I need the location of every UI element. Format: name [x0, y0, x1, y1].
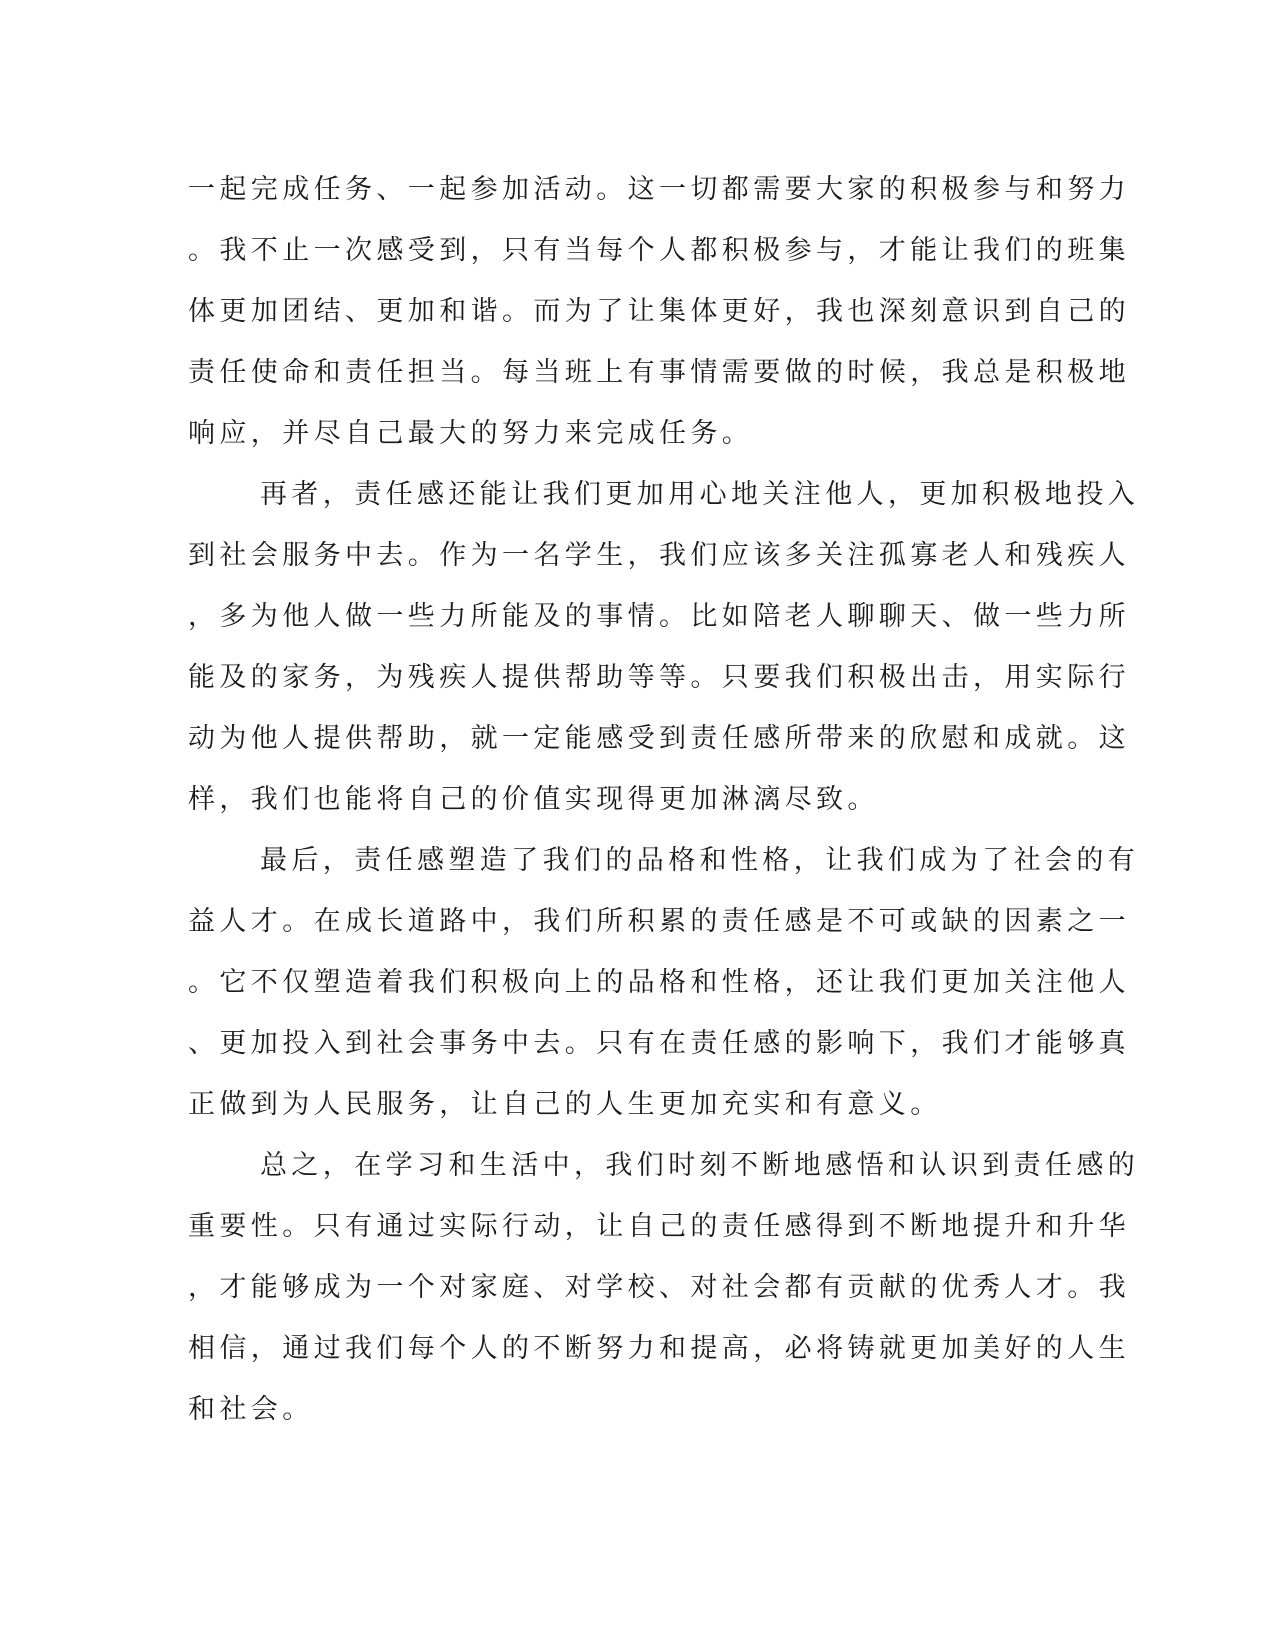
paragraph-4-line-5: 和社会。	[188, 1394, 314, 1425]
body-text	[188, 159, 1140, 1440]
paragraph-4-line-2: 重要性。只有通过实际行动，让自己的责任感得到不断地提升和升华	[188, 1211, 1130, 1242]
paragraph-4-line-4: 相信，通过我们每个人的不断努力和提高，必将铸就更加美好的人生	[188, 1333, 1130, 1364]
paragraph-2-line-5: 动为他人提供帮助，就一定能感受到责任感所带来的欣慰和成就。这	[188, 723, 1130, 754]
paragraph-3-line-2: 益人才。在成长道路中，我们所积累的责任感是不可或缺的因素之一	[188, 906, 1130, 937]
paragraph-1-line-1: 一起完成任务、一起参加活动。这一切都需要大家的积极参与和努力	[188, 174, 1130, 205]
paragraph-1-line-5: 响应，并尽自己最大的努力来完成任务。	[188, 418, 754, 449]
paragraph-1-line-2: 。我不止一次感受到，只有当每个人都积极参与，才能让我们的班集	[188, 235, 1130, 266]
paragraph-2-line-6: 样，我们也能将自己的价值实现得更加淋漓尽致。	[188, 784, 879, 815]
paragraph-2-line-1: 再者，责任感还能让我们更加用心地关注他人，更加积极地投入	[260, 479, 1140, 510]
paragraph-1-line-4: 责任使命和责任担当。每当班上有事情需要做的时候，我总是积极地	[188, 357, 1130, 388]
paragraph-3-line-5: 正做到为人民服务，让自己的人生更加充实和有意义。	[188, 1089, 942, 1120]
paragraph-1-line-3: 体更加团结、更加和谐。而为了让集体更好，我也深刻意识到自己的	[188, 296, 1130, 327]
paragraph-3-line-4: 、更加投入到社会事务中去。只有在责任感的影响下，我们才能够真	[188, 1028, 1130, 1059]
paragraph-3-line-1: 最后，责任感塑造了我们的品格和性格，让我们成为了社会的有	[260, 845, 1140, 876]
paragraph-2-line-3: ，多为他人做一些力所能及的事情。比如陪老人聊聊天、做一些力所	[188, 601, 1130, 632]
paragraph-2-line-2: 到社会服务中去。作为一名学生，我们应该多关注孤寡老人和残疾人	[188, 540, 1130, 571]
paragraph-3-line-3: 。它不仅塑造着我们积极向上的品格和性格，还让我们更加关注他人	[188, 967, 1130, 998]
paragraph-4-line-1: 总之，在学习和生活中，我们时刻不断地感悟和认识到责任感的	[260, 1150, 1140, 1181]
paragraph-2-line-4: 能及的家务，为残疾人提供帮助等等。只要我们积极出击，用实际行	[188, 662, 1130, 693]
paragraph-4-line-3: ，才能够成为一个对家庭、对学校、对社会都有贡献的优秀人才。我	[188, 1272, 1130, 1303]
